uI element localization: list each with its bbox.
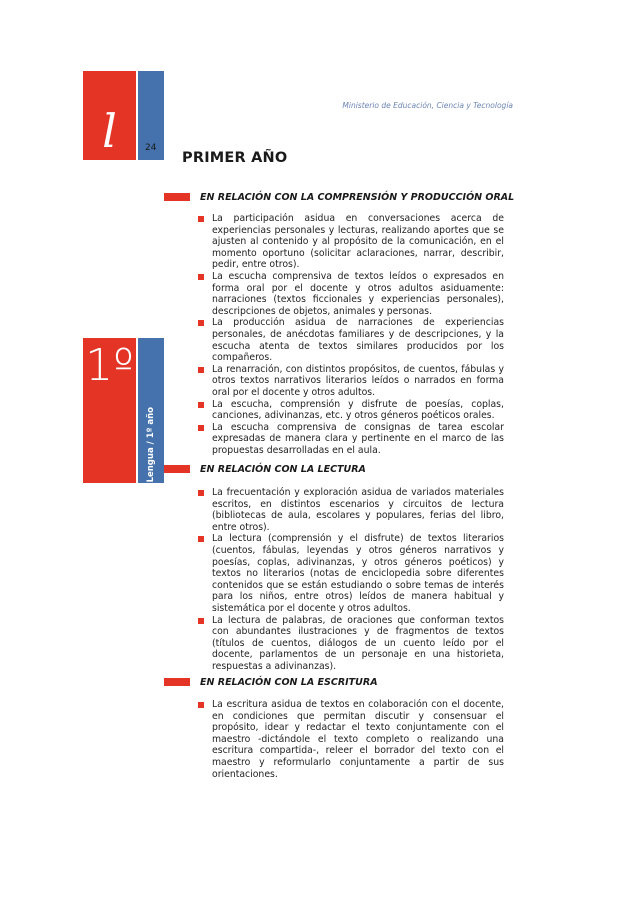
section-header	[164, 462, 504, 476]
list-item-text: La lectura de palabras, de oraciones que conforman textos con abundantes ilustraciones y de fragmentos de textos (títulos de cuentos, diálogos de un cuento leído por el docente, parlamentos de un personaje en una historieta, respuestas a adivinanzas).	[212, 614, 504, 672]
list-item	[198, 699, 504, 780]
year-marker: 1º	[85, 340, 134, 391]
list-item	[198, 317, 504, 363]
vertical-section-label: Lengua / 1º año	[146, 406, 156, 482]
section-oral	[164, 190, 515, 456]
bullet-icon	[198, 490, 204, 496]
section-title: EN RELACIÓN CON LA LECTURA	[200, 463, 366, 475]
bullet-icon	[198, 367, 204, 373]
bullet-icon	[198, 320, 204, 326]
bullet-icon	[198, 618, 204, 624]
list-item-text: La renarración, con distintos propósitos, de cuentos, fábulas y otros textos narrativos literarios leídos o narrados en forma oral por el docente y otros adultos.	[212, 363, 504, 398]
section-list	[198, 213, 504, 456]
section-escritura	[164, 675, 504, 780]
bullet-icon	[198, 274, 204, 280]
list-item-text: La escucha comprensiva de consignas de tarea escolar expresadas de manera clara y pertinente en el marco de las propuestas desarrolladas en el aula.	[212, 421, 504, 456]
list-item-text: La producción asidua de narraciones de experiencias personales, de anécdotas familiares y de descripciones, y la escucha atenta de textos similares producidos por los compañeros.	[212, 317, 504, 364]
bullet-icon	[198, 402, 204, 408]
list-item	[198, 615, 504, 673]
section-title: EN RELACIÓN CON LA ESCRITURA	[200, 676, 378, 688]
list-item-text: La frecuentación y exploración asidua de variados materiales escritos, en distintos escenarios y circuitos de lectura (bibliotecas de aula, escolares y populares, ferias del libro, entre otros).	[212, 487, 504, 533]
section-header	[164, 190, 515, 204]
page-number: 24	[145, 143, 157, 153]
list-item	[198, 422, 504, 457]
section-lectura	[164, 462, 504, 672]
list-item	[198, 271, 504, 317]
list-item-text: La escucha comprensiva de textos leídos o expresados en forma oral por el docente y otros adultos asiduamente: narraciones (textos ficcionales y experiencias personales), descripciones de objetos, animales y personas.	[212, 270, 504, 317]
bullet-icon	[198, 216, 204, 222]
list-item-text: La lectura (comprensión y el disfrute) de textos literarios (cuentos, fábulas, leyendas y otros géneros narrativos y poesías, coplas, adivinanzas, y otros géneros poéticos) y textos no literarios (notas de enciclopedia sobre diferentes contenidos que se están estudiando o sobre temas de interés para los niños, entre otros) leídos de manera habitual y sistemática por el docente y otros adultos.	[212, 533, 504, 614]
list-item-text: La escucha, comprensión y disfrute de poesías, coplas, canciones, adivinanzas, etc. y otros géneros poéticos orales.	[212, 398, 504, 422]
logo-letter: l	[102, 104, 117, 158]
list-item-text: La escritura asidua de textos en colaboración con el docente, en condiciones que permitan discutir y consensuar el propósito, idear y redactar el texto conjuntamente con el maestro -dictándole el texto completo o realizando una escritura compartida-, releer el borrador del texto con el maestro y reformularlo conjuntamente a partir de sus orientaciones.	[212, 699, 504, 780]
logo-block	[83, 71, 136, 160]
section-bar-icon	[164, 678, 190, 686]
section-list	[198, 699, 504, 780]
section-bar-icon	[164, 465, 190, 473]
section-list	[198, 487, 504, 673]
side-label-container	[139, 340, 163, 482]
bullet-icon	[198, 425, 204, 431]
list-item	[198, 487, 504, 533]
list-item	[198, 213, 504, 271]
section-title: EN RELACIÓN CON LA COMPRENSIÓN Y PRODUCCIÓN ORAL	[200, 191, 515, 203]
list-item	[198, 399, 504, 422]
bullet-icon	[198, 702, 204, 708]
list-item	[198, 533, 504, 614]
list-item-text: La participación asidua en conversaciones acerca de experiencias personales y lecturas, realizando aportes que se ajusten al contenido y al propósito de la comunicación, en el momento oportuno (solicitar aclaraciones, narrar, describir, pedir, entre otros).	[212, 213, 504, 271]
list-item	[198, 364, 504, 399]
page-title: PRIMER AÑO	[182, 150, 288, 166]
section-header	[164, 675, 504, 689]
section-bar-icon	[164, 193, 190, 201]
ministry-header: Ministerio de Educación, Ciencia y Tecnología	[342, 101, 513, 110]
bullet-icon	[198, 536, 204, 542]
year-block	[83, 338, 136, 483]
